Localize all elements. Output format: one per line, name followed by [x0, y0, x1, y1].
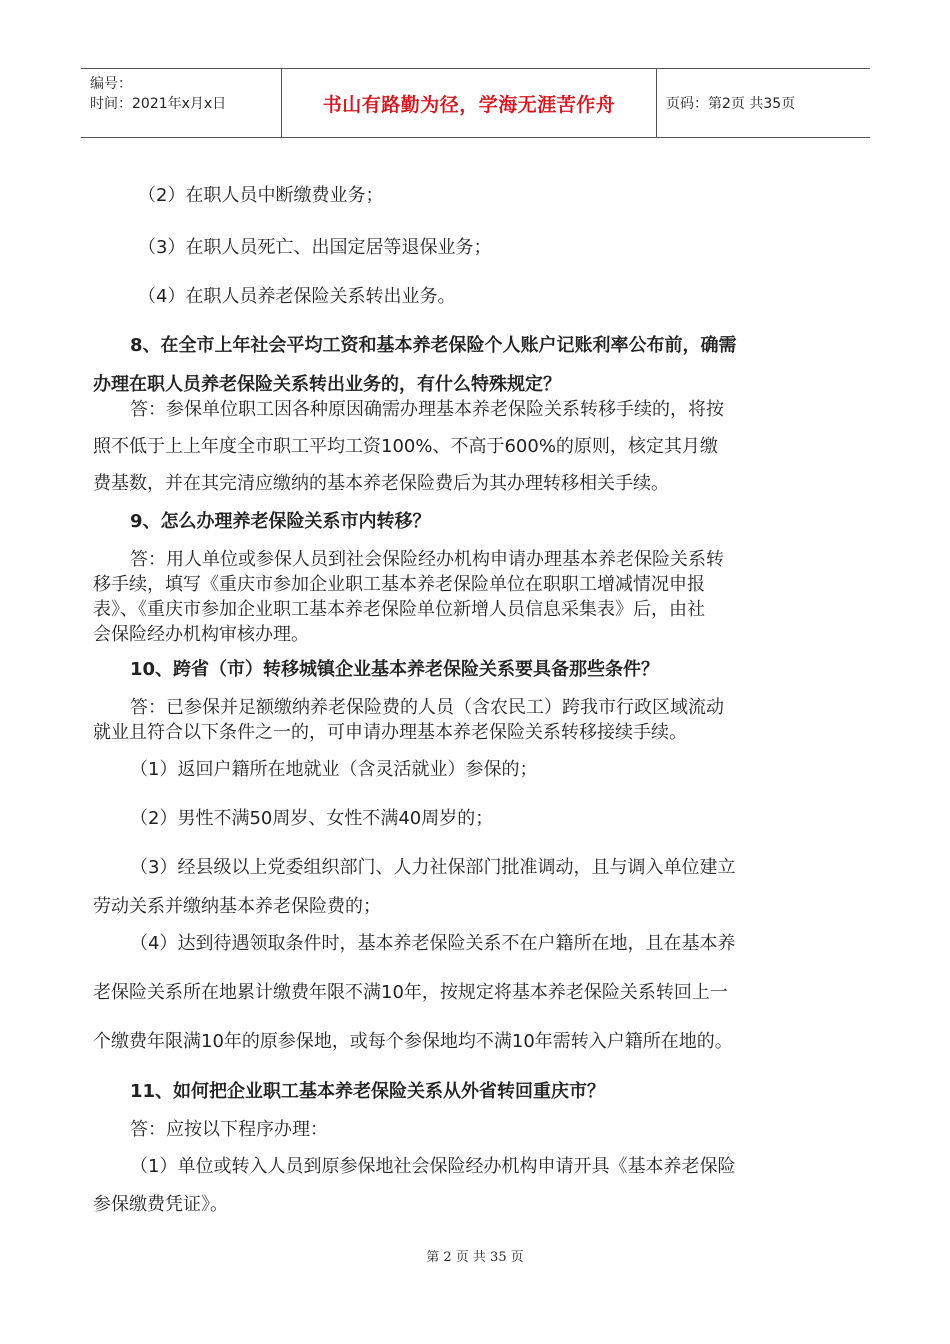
list-item: （1）单位或转入人员到原参保地社会保险经办机构申请开具《基本养老保险: [130, 1156, 736, 1177]
answer-paragraph: 费基数，并在其完清应缴纳的基本养老保险费后为其办理转移相关手续。: [93, 473, 669, 494]
document-header: [81, 68, 870, 138]
question-heading: 10、跨省（市）转移城镇企业基本养老保险关系要具备那些条件？: [130, 659, 660, 680]
list-item-cont: 劳动关系并缴纳基本养老保险费的；: [93, 896, 381, 917]
answer-paragraph: 答：应按以下程序办理：: [130, 1119, 328, 1140]
header-page-cell: [657, 69, 870, 137]
question-heading-cont: 办理在职人员养老保险关系转出业务的，有什么特殊规定？: [93, 374, 561, 395]
list-item: （2）在职人员中断缴费业务；: [138, 185, 384, 206]
header-page-info: 页码：第2页 共35页: [666, 96, 796, 112]
header-slogan: 书山有路勤为径，学海无涯苦作舟: [322, 93, 616, 116]
answer-paragraph: 照不低于上上年度全市职工平均工资100%、不高于600%的原则，核定其月缴: [93, 436, 718, 457]
answer-paragraph: 会保险经办机构审核办理。: [93, 624, 309, 645]
list-item-cont: 个缴费年限满10年的原参保地，或每个参保地均不满10年需转入户籍所在地的。: [93, 1031, 733, 1052]
answer-paragraph: 答：用人单位或参保人员到社会保险经办机构申请办理基本养老保险关系转: [130, 549, 724, 570]
question-heading: 8、在全市上年社会平均工资和基本养老保险个人账户记账利率公布前，确需: [130, 335, 737, 356]
page-footer: 第 2 页 共 35 页: [426, 1250, 524, 1265]
list-item: （4）达到待遇领取条件时，基本养老保险关系不在户籍所在地，且在基本养: [130, 933, 736, 954]
list-item: （4）在职人员养老保险关系转出业务。: [138, 286, 456, 307]
answer-paragraph: 移手续，填写《重庆市参加企业职工基本养老保险单位在职职工增减情况申报: [93, 574, 705, 595]
header-slogan-cell: [282, 69, 657, 137]
answer-paragraph: 表》、《重庆市参加企业职工基本养老保险单位新增人员信息采集表》后，由社: [93, 599, 705, 620]
list-item-cont: 参保缴费凭证》。: [93, 1194, 228, 1215]
time-label: 时间：2021年x月x日: [90, 96, 227, 112]
list-item-cont: 老保险关系所在地累计缴费年限不满10年，按规定将基本养老保险关系转回上一: [93, 982, 728, 1003]
number-label: 编号：: [90, 76, 132, 92]
answer-paragraph: 就业且符合以下条件之一的，可申请办理基本养老保险关系转移接续手续。: [93, 722, 687, 743]
question-heading: 9、怎么办理养老保险关系市内转移？: [130, 511, 431, 532]
list-item: （3）经县级以上党委组织部门、人力社保部门批准调动，且与调入单位建立: [130, 857, 736, 878]
list-item: （2）男性不满50周岁、女性不满40周岁的；: [130, 808, 494, 829]
list-item: （3）在职人员死亡、出国定居等退保业务；: [138, 237, 492, 258]
header-meta-cell: [81, 69, 282, 137]
list-item: （1）返回户籍所在地就业（含灵活就业）参保的；: [130, 759, 538, 780]
question-heading: 11、如何把企业职工基本养老保险关系从外省转回重庆市？: [130, 1081, 606, 1102]
answer-paragraph: 答：参保单位职工因各种原因确需办理基本养老保险关系转移手续的，将按: [130, 399, 724, 420]
answer-paragraph: 答：已参保并足额缴纳养老保险费的人员（含农民工）跨我市行政区域流动: [130, 697, 724, 718]
